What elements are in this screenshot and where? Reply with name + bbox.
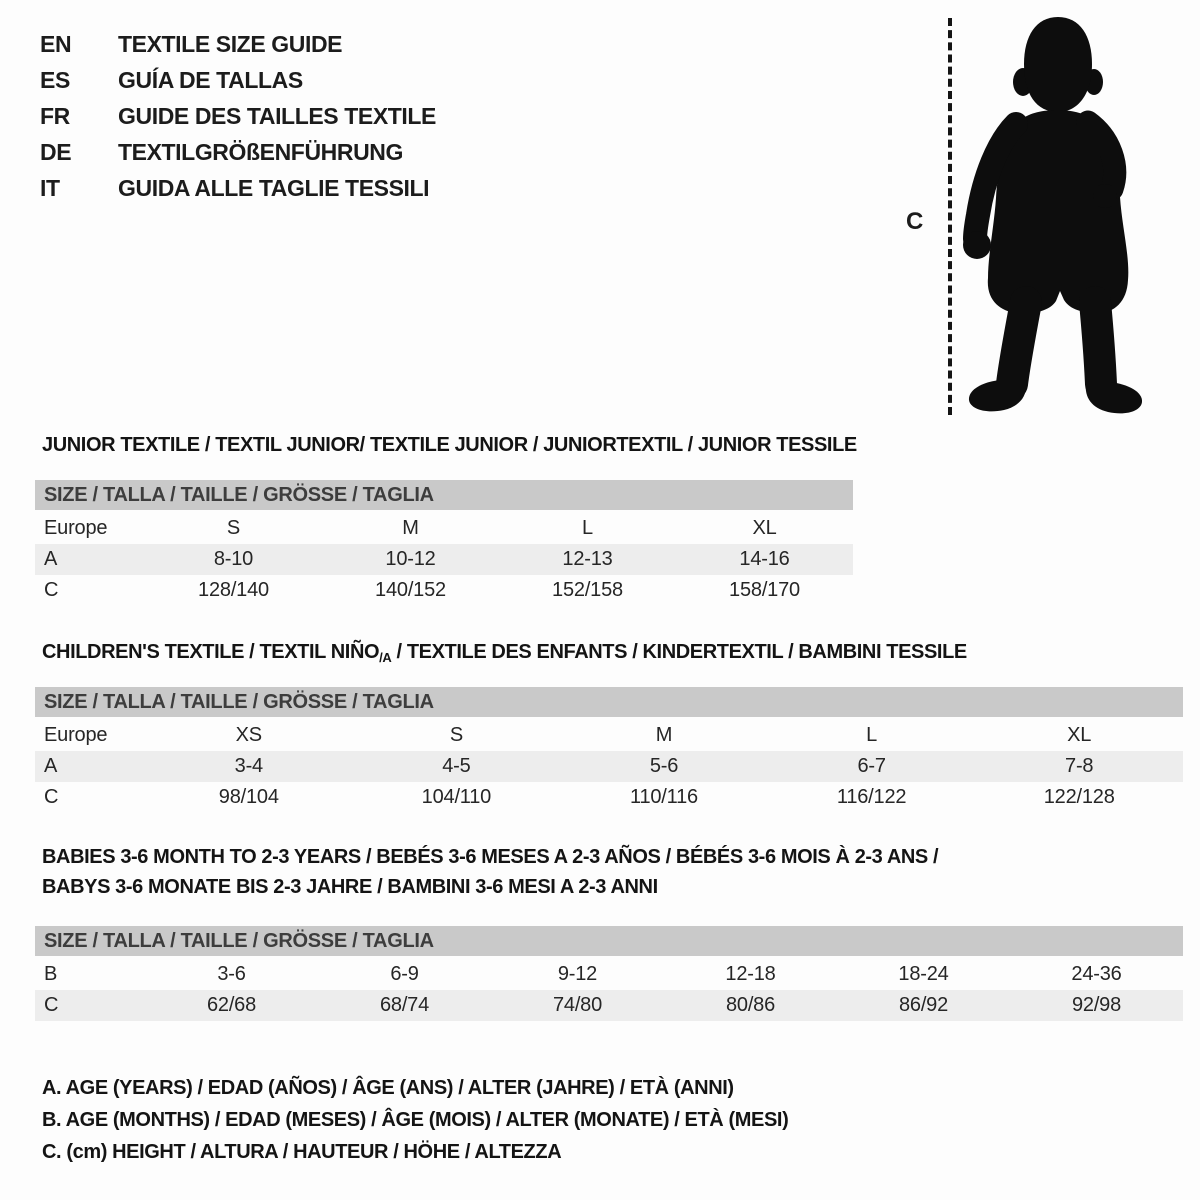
children-section-title: [42, 641, 967, 665]
size-cell: L: [582, 517, 593, 539]
language-code: DE: [40, 138, 72, 165]
row-label: A: [44, 548, 58, 570]
language-row-es: [40, 62, 436, 98]
size-cell: 14-16: [739, 548, 790, 570]
language-code: FR: [40, 102, 70, 129]
size-cell: 74/80: [552, 994, 603, 1016]
language-row-it: [40, 170, 436, 206]
size-cell: 7-8: [1065, 755, 1094, 777]
size-cell: S: [449, 724, 463, 746]
size-cell: 3-6: [217, 963, 246, 985]
size-cell: L: [866, 724, 878, 746]
size-cell: 122/128: [1043, 786, 1115, 808]
table-row-height: [35, 782, 1183, 813]
size-cell: 104/110: [421, 786, 492, 808]
babies-section-title-line2: BABYS 3-6 MONATE BIS 2-3 JAHRE / BAMBINI 3-6 MESI A 2-3 ANNI: [42, 876, 658, 898]
size-header-band: SIZE / TALLA / TAILLE / GRÖSSE / TAGLIA: [35, 480, 853, 510]
legend: [42, 1072, 788, 1168]
table-row-europe: [35, 720, 1183, 751]
size-cell: XL: [1067, 724, 1092, 746]
children-size-table: [35, 687, 1183, 813]
junior-section-title: JUNIOR TEXTILE / TEXTIL JUNIOR/ TEXTILE JUNIOR / JUNIORTEXTIL / JUNIOR TESSILE: [42, 434, 857, 456]
size-cell: 12-18: [725, 963, 776, 985]
size-cell: 18-24: [898, 963, 949, 985]
language-row-en: [40, 26, 436, 62]
size-cell: 6-9: [390, 963, 419, 985]
size-cell: 8-10: [213, 548, 254, 570]
size-cell: 152/158: [552, 579, 623, 601]
babies-section-title-line1: BABIES 3-6 MONTH TO 2-3 YEARS / BEBÉS 3-6 MESES A 2-3 AÑOS / BÉBÉS 3-6 MOIS À 2-3 ANS /: [42, 846, 939, 868]
language-code: ES: [40, 66, 70, 93]
children-title-subscript: /A: [379, 650, 392, 665]
language-code: IT: [40, 174, 60, 201]
legend-line-b: B. AGE (MONTHS) / EDAD (MESES) / ÂGE (MOIS) / ALTER (MONATE) / ETÀ (MESI): [42, 1109, 789, 1131]
size-cell: 68/74: [379, 994, 430, 1016]
language-title: GUÍA DE TALLAS: [118, 66, 303, 93]
size-cell: 12-13: [562, 548, 613, 570]
babies-size-table: [35, 926, 1183, 1021]
table-row-age: [35, 544, 853, 575]
size-cell: 158/170: [729, 579, 800, 601]
language-title: TEXTILE SIZE GUIDE: [118, 30, 343, 57]
size-cell: M: [402, 517, 419, 539]
size-cell: 98/104: [218, 786, 279, 808]
size-cell: 80/86: [725, 994, 776, 1016]
size-cell: 6-7: [857, 755, 886, 777]
size-cell: M: [655, 724, 673, 746]
size-cell: 3-4: [234, 755, 263, 777]
size-cell: 9-12: [557, 963, 598, 985]
row-label: A: [44, 755, 58, 777]
language-list: [40, 26, 436, 206]
table-row-age: [35, 751, 1183, 782]
legend-line-a: A. AGE (YEARS) / EDAD (AÑOS) / ÂGE (ANS) / ALTER (JAHRE) / ETÀ (ANNI): [42, 1077, 734, 1099]
row-label: C: [44, 994, 59, 1016]
table-row-months: [35, 959, 1183, 990]
size-header-band: SIZE / TALLA / TAILLE / GRÖSSE / TAGLIA: [35, 687, 1183, 717]
size-cell: 140/152: [375, 579, 446, 601]
row-label: B: [44, 963, 58, 985]
language-title: GUIDA ALLE TAGLIE TESSILI: [118, 174, 430, 201]
height-measure-label: C: [906, 208, 924, 235]
row-label: Europe: [44, 724, 108, 746]
language-title: TEXTILGRÖßENFÜHRUNG: [118, 138, 403, 165]
size-cell: 24-36: [1071, 963, 1122, 985]
size-cell: XL: [752, 517, 777, 539]
size-cell: 92/98: [1071, 994, 1122, 1016]
language-row-fr: [40, 98, 436, 134]
size-cell: 128/140: [198, 579, 269, 601]
table-row-europe: [35, 513, 853, 544]
table-row-height: [35, 575, 853, 606]
junior-size-table: [35, 480, 853, 606]
row-label: Europe: [44, 517, 108, 539]
size-cell: 10-12: [385, 548, 436, 570]
children-title-main: CHILDREN'S TEXTILE / TEXTIL NIÑO: [42, 641, 380, 663]
height-measure-line: [948, 18, 952, 415]
size-cell: XS: [235, 724, 262, 746]
children-title-rest: / TEXTILE DES ENFANTS / KINDERTEXTIL / BAMBINI TESSILE: [391, 641, 967, 663]
size-cell: 62/68: [206, 994, 257, 1016]
legend-line-c: C. (cm) HEIGHT / ALTURA / HAUTEUR / HÖHE / ALTEZZA: [42, 1141, 562, 1163]
language-row-de: [40, 134, 436, 170]
toddler-silhouette-icon: [962, 12, 1147, 418]
table-row-height: [35, 990, 1183, 1021]
row-label: C: [44, 579, 59, 601]
size-cell: 110/116: [630, 786, 698, 808]
size-cell: 4-5: [442, 755, 471, 777]
language-title: GUIDE DES TAILLES TEXTILE: [118, 102, 436, 129]
size-cell: 116/122: [836, 786, 907, 808]
language-code: EN: [40, 30, 72, 57]
size-cell: 5-6: [649, 755, 679, 777]
size-cell: 86/92: [898, 994, 949, 1016]
size-cell: S: [226, 517, 241, 539]
row-label: C: [44, 786, 59, 808]
size-header-band: SIZE / TALLA / TAILLE / GRÖSSE / TAGLIA: [35, 926, 1183, 956]
